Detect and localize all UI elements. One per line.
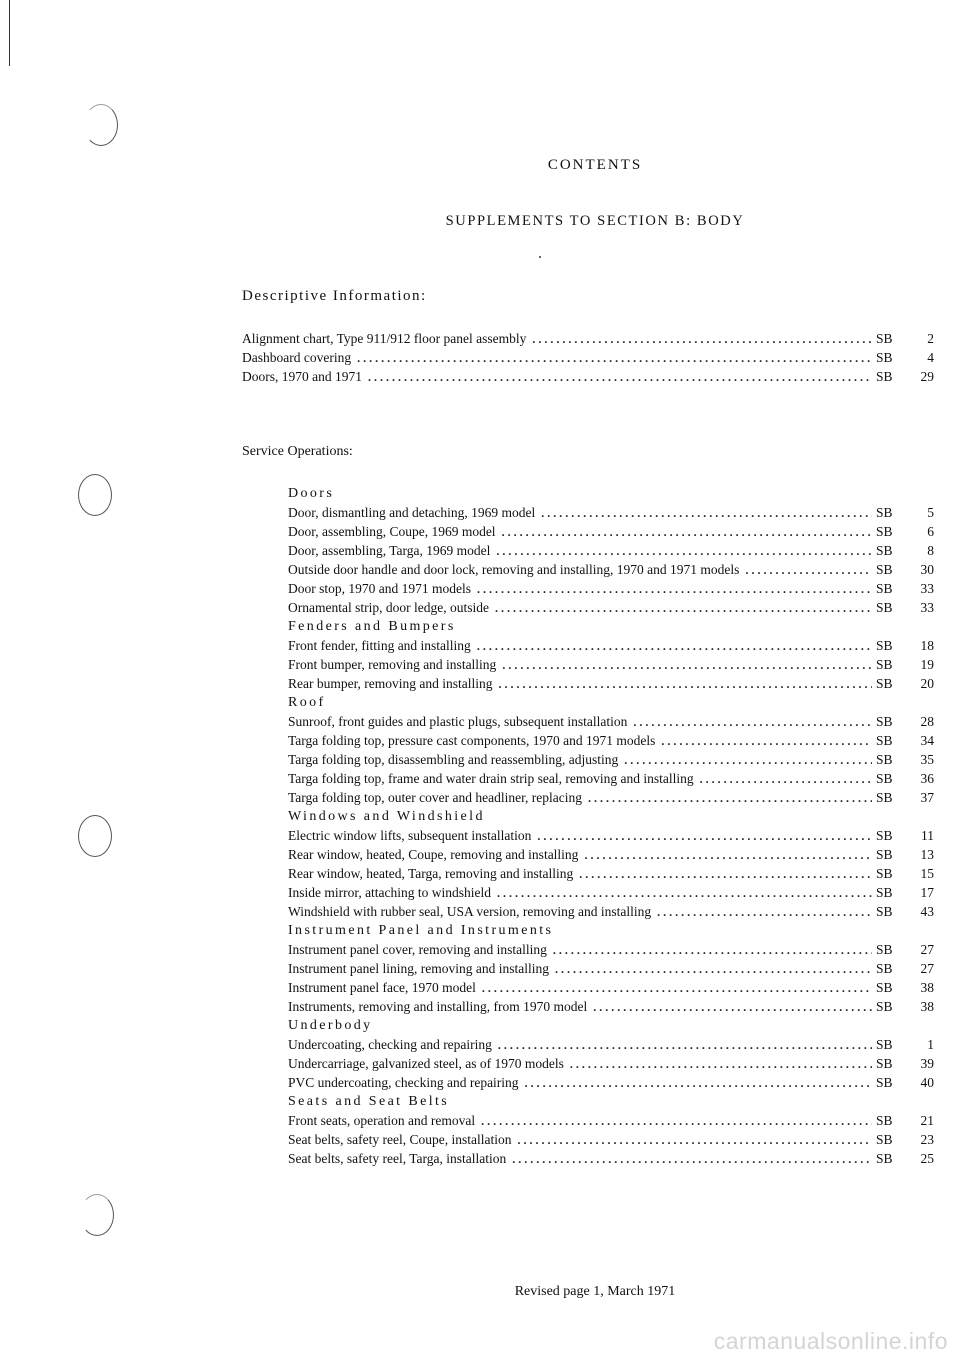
toc-entry xyxy=(288,1149,934,1168)
page-reference xyxy=(876,769,934,788)
dot-leader xyxy=(537,827,872,846)
toc-entry-title: Windshield with rubber seal, USA version, removing and installing xyxy=(288,904,652,919)
page-reference xyxy=(876,864,934,883)
group-heading: Doors xyxy=(288,486,335,501)
dot-leader xyxy=(495,599,872,618)
page-number: 19 xyxy=(920,657,934,672)
page-number: 23 xyxy=(920,1132,934,1147)
toc-entry xyxy=(288,636,934,655)
toc-entry xyxy=(288,902,934,921)
toc-entry xyxy=(288,883,934,902)
toc-entry xyxy=(288,674,934,693)
page-reference xyxy=(876,845,934,864)
dot-leader xyxy=(661,732,872,751)
page-prefix: SB xyxy=(876,733,893,748)
page-prefix: SB xyxy=(876,369,893,384)
toc-entry-title: Door, assembling, Targa, 1969 model xyxy=(288,543,491,558)
page-number: 21 xyxy=(920,1113,934,1128)
page-number: 27 xyxy=(920,961,934,976)
page-reference xyxy=(876,541,934,560)
page-subtitle: SUPPLEMENTS TO SECTION B: BODY xyxy=(445,213,745,229)
page-prefix: SB xyxy=(876,980,893,995)
toc-entry xyxy=(288,731,934,750)
group-heading: Underbody xyxy=(288,1018,373,1033)
punch-hole xyxy=(80,1194,114,1236)
page-prefix: SB xyxy=(876,904,893,919)
page-reference xyxy=(876,826,934,845)
toc-entry xyxy=(288,1054,934,1073)
toc-entry xyxy=(288,978,934,997)
group-heading: Roof xyxy=(288,695,326,710)
page-reference xyxy=(876,522,934,541)
page-reference xyxy=(876,1054,934,1073)
dot-leader xyxy=(553,941,872,960)
toc-entry-title: Electric window lifts, subsequent installation xyxy=(288,828,532,843)
dot-leader xyxy=(477,580,872,599)
page-number: 18 xyxy=(920,638,934,653)
toc-entry-title: Targa folding top, disassembling and reassembling, adjusting xyxy=(288,752,619,767)
page-number: 37 xyxy=(920,790,934,805)
toc-entry xyxy=(288,1035,934,1054)
page-reference xyxy=(876,348,934,367)
dot-leader xyxy=(700,770,872,789)
page-number: 13 xyxy=(920,847,934,862)
page-number: 15 xyxy=(920,866,934,881)
toc-entry xyxy=(288,997,934,1016)
page-reference xyxy=(876,750,934,769)
dot-leader xyxy=(593,998,872,1017)
page-reference xyxy=(876,674,934,693)
page-prefix: SB xyxy=(876,657,893,672)
dot-leader xyxy=(579,865,872,884)
page-prefix: SB xyxy=(876,847,893,862)
page-prefix: SB xyxy=(876,1151,893,1166)
toc-entry xyxy=(242,367,934,386)
toc-entry-title: Undercoating, checking and repairing xyxy=(288,1037,492,1052)
descriptive-heading: Descriptive Information: xyxy=(242,288,427,304)
toc-entry-title: Ornamental strip, door ledge, outside xyxy=(288,600,489,615)
dot-leader xyxy=(657,903,872,922)
toc-entry xyxy=(288,826,934,845)
page-reference xyxy=(876,636,934,655)
toc-entry-title: Instrument panel cover, removing and installing xyxy=(288,942,547,957)
page-number: 30 xyxy=(920,562,934,577)
descriptive-toc xyxy=(242,329,934,386)
punch-hole xyxy=(78,474,112,516)
page-prefix: SB xyxy=(876,543,893,558)
page-reference xyxy=(876,712,934,731)
punch-hole xyxy=(78,815,112,857)
page-prefix: SB xyxy=(876,505,893,520)
toc-entry-title: PVC undercoating, checking and repairing xyxy=(288,1075,519,1090)
dot-leader xyxy=(477,637,872,656)
toc-entry xyxy=(288,940,934,959)
page-prefix: SB xyxy=(876,866,893,881)
group-heading: Instrument Panel and Instruments xyxy=(288,923,554,938)
dot-leader xyxy=(541,504,872,523)
page-number: 43 xyxy=(920,904,934,919)
toc-entry xyxy=(288,864,934,883)
page-number: 33 xyxy=(920,581,934,596)
service-toc xyxy=(288,484,934,1168)
page-number: 4 xyxy=(927,350,934,365)
page-number: 36 xyxy=(920,771,934,786)
dot-leader xyxy=(502,523,872,542)
page-prefix: SB xyxy=(876,790,893,805)
toc-entry-title: Seat belts, safety reel, Coupe, installation xyxy=(288,1132,512,1147)
page-prefix: SB xyxy=(876,350,893,365)
toc-entry-title: Door, dismantling and detaching, 1969 model xyxy=(288,505,536,520)
page-reference xyxy=(876,1149,934,1168)
page-reference xyxy=(876,579,934,598)
page-reference xyxy=(876,655,934,674)
toc-entry-title: Rear window, heated, Coupe, removing and installing xyxy=(288,847,579,862)
page-reference xyxy=(876,902,934,921)
page-prefix: SB xyxy=(876,524,893,539)
toc-entry-title: Doors, 1970 and 1971 xyxy=(242,369,362,384)
page-prefix: SB xyxy=(876,771,893,786)
page-prefix: SB xyxy=(876,1132,893,1147)
toc-entry xyxy=(288,560,934,579)
dot-leader xyxy=(525,1074,872,1093)
toc-entry xyxy=(288,655,934,674)
dot-leader xyxy=(588,789,872,808)
toc-entry-title: Instrument panel lining, removing and installing xyxy=(288,961,549,976)
toc-entry-title: Targa folding top, frame and water drain strip seal, removing and installing xyxy=(288,771,694,786)
page-number: 33 xyxy=(920,600,934,615)
toc-entry-title: Undercarriage, galvanized steel, as of 1970 models xyxy=(288,1056,564,1071)
page-reference xyxy=(876,1111,934,1130)
toc-entry xyxy=(288,845,934,864)
page-number: 1 xyxy=(927,1037,934,1052)
page-prefix: SB xyxy=(876,961,893,976)
page-prefix: SB xyxy=(876,714,893,729)
page-prefix: SB xyxy=(876,942,893,957)
page-reference xyxy=(876,978,934,997)
toc-entry-title: Seat belts, safety reel, Targa, installation xyxy=(288,1151,507,1166)
page-prefix: SB xyxy=(876,828,893,843)
service-heading: Service Operations: xyxy=(242,444,353,459)
dot-leader xyxy=(502,656,872,675)
margin-rule xyxy=(9,0,10,66)
group-heading: Fenders and Bumpers xyxy=(288,619,456,634)
toc-entry-title: Outside door handle and door lock, removing and installing, 1970 and 1971 models xyxy=(288,562,740,577)
toc-entry-title: Rear window, heated, Targa, removing and installing xyxy=(288,866,574,881)
dot-leader xyxy=(532,330,872,349)
page-reference xyxy=(876,329,934,348)
toc-entry-title: Dashboard covering xyxy=(242,350,352,365)
page-number: 6 xyxy=(927,524,934,539)
toc-entry xyxy=(288,769,934,788)
dot-leader xyxy=(555,960,872,979)
page-prefix: SB xyxy=(876,885,893,900)
toc-entry xyxy=(288,788,934,807)
page-number: 20 xyxy=(920,676,934,691)
page-reference xyxy=(876,788,934,807)
toc-entry-title: Inside mirror, attaching to windshield xyxy=(288,885,492,900)
toc-entry-title: Alignment chart, Type 911/912 floor panel assembly xyxy=(242,331,527,346)
toc-entry-title: Door stop, 1970 and 1971 models xyxy=(288,581,471,596)
page-prefix: SB xyxy=(876,1037,893,1052)
page-prefix: SB xyxy=(876,600,893,615)
dot-leader xyxy=(624,751,872,770)
page-reference xyxy=(876,1130,934,1149)
page-reference xyxy=(876,997,934,1016)
page-number: 38 xyxy=(920,999,934,1014)
page-reference xyxy=(876,731,934,750)
page-reference xyxy=(876,503,934,522)
page-prefix: SB xyxy=(876,999,893,1014)
dot-leader xyxy=(498,1036,872,1055)
toc-entry xyxy=(288,598,934,617)
toc-entry-title: Targa folding top, pressure cast components, 1970 and 1971 models xyxy=(288,733,656,748)
page-prefix: SB xyxy=(876,1075,893,1090)
toc-entry xyxy=(288,712,934,731)
dot-leader xyxy=(584,846,872,865)
toc-entry xyxy=(288,959,934,978)
dot-leader xyxy=(496,542,872,561)
toc-entry xyxy=(288,522,934,541)
page-number: 35 xyxy=(920,752,934,767)
page-number: 17 xyxy=(920,885,934,900)
page-prefix: SB xyxy=(876,638,893,653)
group-heading: Seats and Seat Belts xyxy=(288,1094,450,1109)
page-number: 2 xyxy=(927,331,934,346)
page-reference xyxy=(876,883,934,902)
dot-leader xyxy=(499,675,872,694)
page-prefix: SB xyxy=(876,752,893,767)
page-number: 38 xyxy=(920,980,934,995)
toc-entry xyxy=(288,1130,934,1149)
toc-entry-title: Sunroof, front guides and plastic plugs, subsequent installation xyxy=(288,714,628,729)
page-number: 34 xyxy=(920,733,934,748)
page-number: 27 xyxy=(920,942,934,957)
page-reference xyxy=(876,367,934,386)
toc-entry-title: Instrument panel face, 1970 model xyxy=(288,980,476,995)
page-number: 25 xyxy=(920,1151,934,1166)
toc-entry xyxy=(288,1111,934,1130)
toc-entry xyxy=(242,329,934,348)
dot-leader xyxy=(368,368,872,387)
dot-leader xyxy=(357,349,872,368)
toc-entry-title: Front bumper, removing and installing xyxy=(288,657,497,672)
page-number: 39 xyxy=(920,1056,934,1071)
group-heading: Windows and Windshield xyxy=(288,809,485,824)
page-reference xyxy=(876,959,934,978)
toc-entry-title: Rear bumper, removing and installing xyxy=(288,676,493,691)
dot-leader xyxy=(497,884,872,903)
page-number: 8 xyxy=(927,543,934,558)
page-reference xyxy=(876,560,934,579)
toc-entry xyxy=(288,541,934,560)
page-reference xyxy=(876,1035,934,1054)
page-number: 5 xyxy=(927,505,934,520)
page-reference xyxy=(876,1073,934,1092)
toc-entry-title: Targa folding top, outer cover and headliner, replacing xyxy=(288,790,583,805)
dot-leader xyxy=(512,1150,872,1169)
page-reference xyxy=(876,940,934,959)
page-prefix: SB xyxy=(876,331,893,346)
toc-entry-title: Front fender, fitting and installing xyxy=(288,638,471,653)
page-prefix: SB xyxy=(876,562,893,577)
dot-leader xyxy=(482,979,872,998)
toc-entry xyxy=(288,503,934,522)
page-number: 40 xyxy=(920,1075,934,1090)
toc-entry xyxy=(288,579,934,598)
toc-entry-title: Instruments, removing and installing, from 1970 model xyxy=(288,999,588,1014)
page-footer: Revised page 1, March 1971 xyxy=(514,1284,676,1299)
dot-leader xyxy=(481,1112,872,1131)
toc-entry-title: Front seats, operation and removal xyxy=(288,1113,476,1128)
scan-speck xyxy=(539,256,541,258)
dot-leader xyxy=(570,1055,872,1074)
toc-entry xyxy=(288,1073,934,1092)
page-prefix: SB xyxy=(876,581,893,596)
dot-leader xyxy=(745,561,872,580)
page-reference xyxy=(876,598,934,617)
dot-leader xyxy=(633,713,872,732)
toc-entry xyxy=(288,750,934,769)
toc-entry xyxy=(242,348,934,367)
punch-hole xyxy=(84,104,118,146)
toc-entry-title: Door, assembling, Coupe, 1969 model xyxy=(288,524,496,539)
page-prefix: SB xyxy=(876,676,893,691)
page-title: CONTENTS xyxy=(547,157,643,173)
dot-leader xyxy=(517,1131,872,1150)
page-number: 29 xyxy=(920,369,934,384)
page-prefix: SB xyxy=(876,1056,893,1071)
page-number: 11 xyxy=(921,828,934,843)
watermark: carmanualsonline.info xyxy=(713,1328,948,1354)
page-prefix: SB xyxy=(876,1113,893,1128)
page-number: 28 xyxy=(920,714,934,729)
